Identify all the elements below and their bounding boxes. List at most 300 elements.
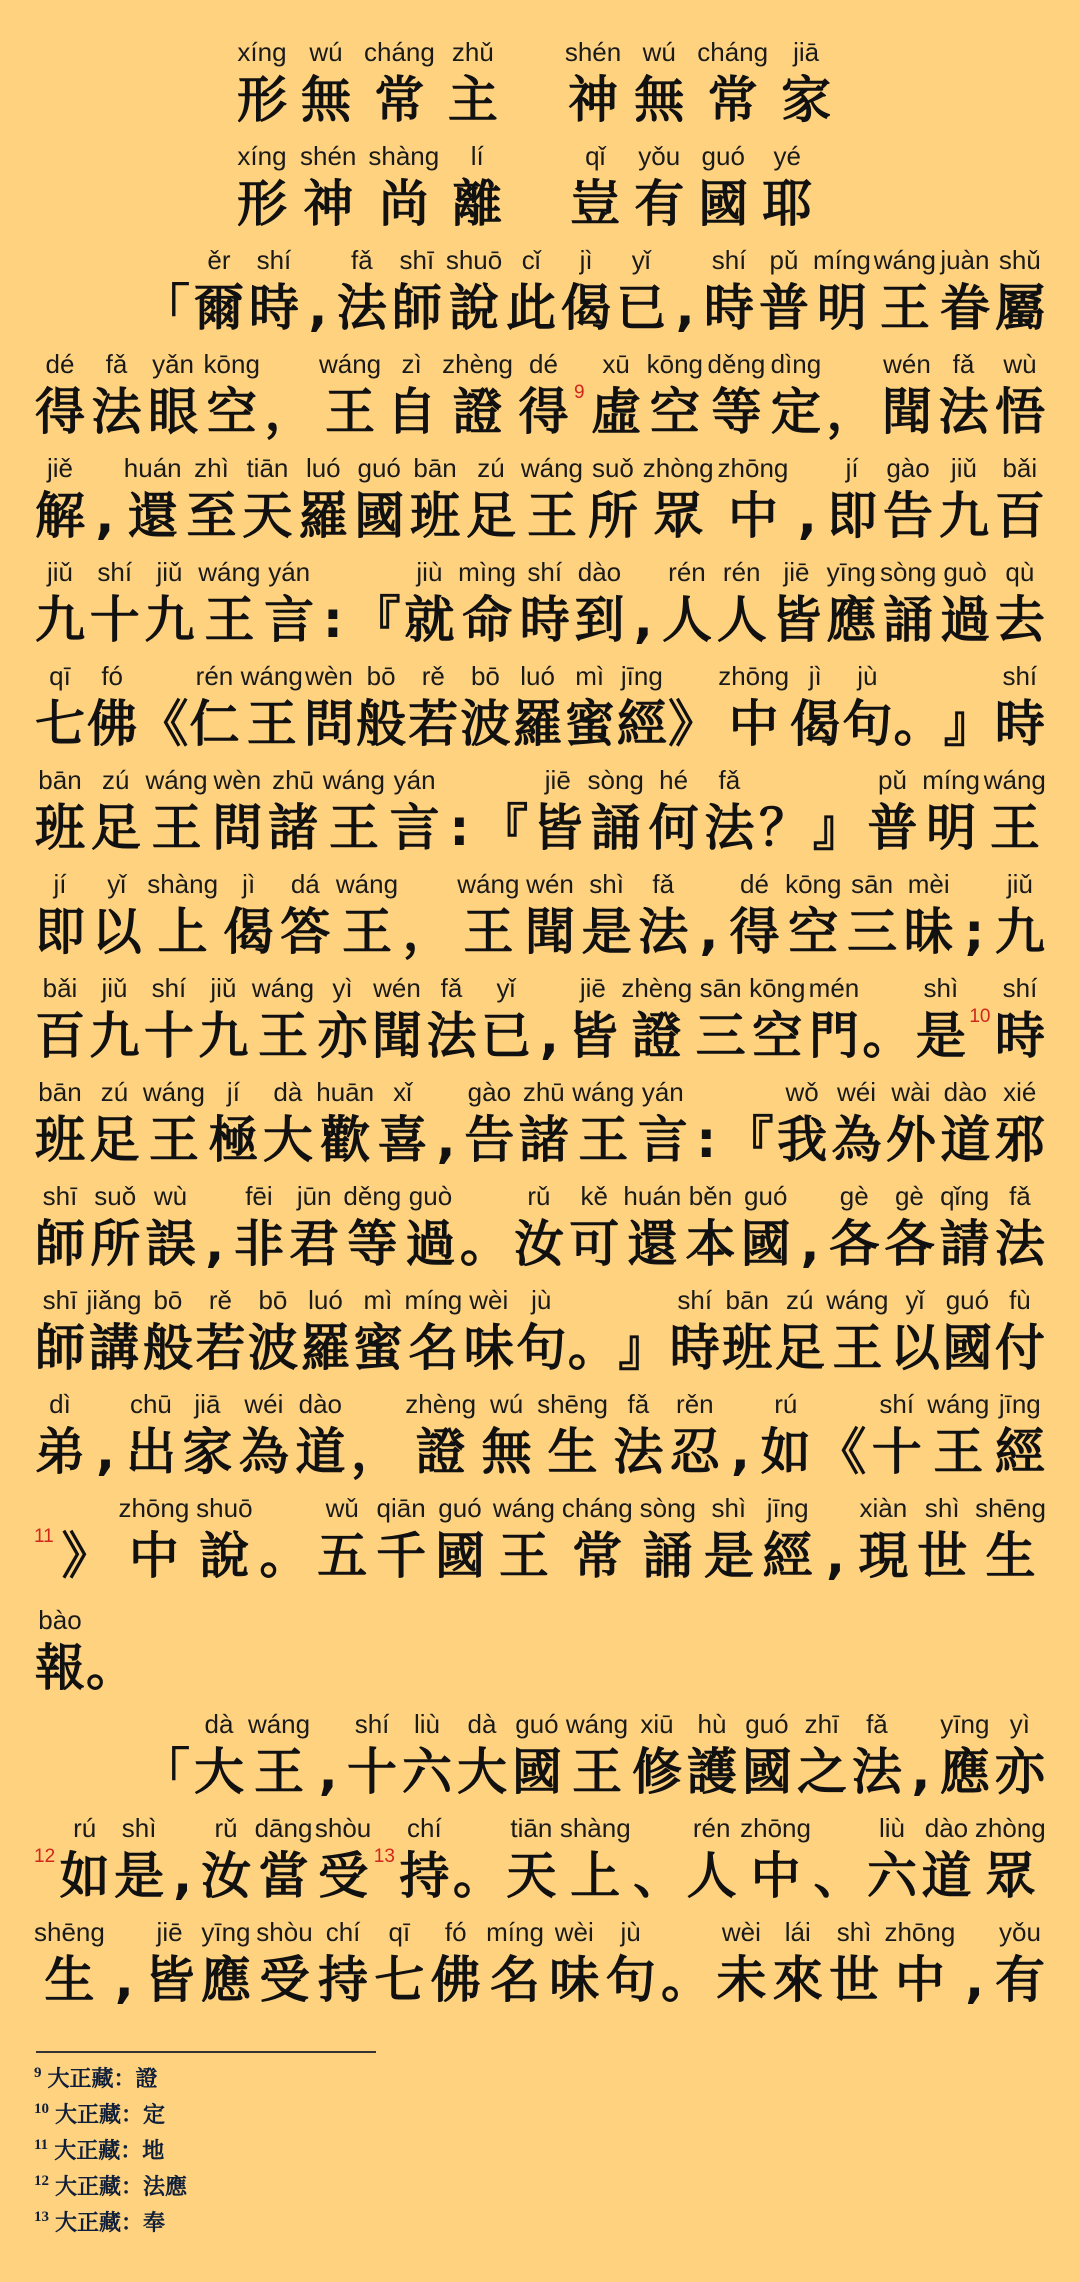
pinyin: zú — [786, 1285, 814, 1315]
pinyin: wù — [1003, 349, 1037, 379]
hanzi: 國 — [942, 1319, 993, 1377]
hanzi: 生 — [985, 1527, 1036, 1585]
text-line — [0, 660, 1046, 756]
punctuation — [724, 1076, 774, 1172]
ruby-character — [118, 1492, 189, 1588]
footnote-marker[interactable]: 12 — [34, 1846, 56, 1867]
pinyin: jì — [808, 661, 822, 691]
hanzi: 皆 — [144, 1951, 195, 2009]
ruby-character — [740, 1180, 792, 1276]
text-line — [0, 1076, 1046, 1172]
pinyin: míng — [922, 765, 981, 795]
ruby-character — [770, 348, 822, 444]
hanzi: 大 — [193, 1743, 244, 1801]
ruby-character — [355, 660, 407, 756]
pinyin: shòu — [314, 1813, 372, 1843]
hanzi: 外 — [885, 1111, 936, 1169]
pinyin: shí — [527, 557, 563, 587]
footnote-marker[interactable]: 10 — [969, 1006, 991, 1027]
pinyin: zhōng — [118, 1493, 190, 1523]
text-line — [0, 1916, 1046, 2012]
ruby-character — [669, 1388, 721, 1484]
footnote — [34, 2134, 164, 2165]
ruby-character — [615, 244, 667, 340]
hanzi: 』 — [943, 695, 994, 753]
hanzi: 可 — [569, 1215, 620, 1273]
punctuation — [303, 244, 333, 340]
ruby-character — [88, 1076, 140, 1172]
hanzi: 已 — [480, 1007, 531, 1065]
ruby-character — [939, 1076, 991, 1172]
ruby-character — [633, 140, 685, 236]
ruby-character — [524, 868, 576, 964]
ruby-character — [279, 868, 331, 964]
footnote-number: 10 — [34, 2101, 49, 2117]
hanzi: 七 — [374, 1951, 425, 2009]
pinyin: dà — [204, 1709, 234, 1739]
hanzi: 去 — [994, 591, 1045, 649]
pinyin: guó — [945, 1285, 990, 1315]
hanzi: 誦 — [642, 1527, 693, 1585]
pinyin: jí — [53, 869, 67, 899]
punctuation — [959, 868, 989, 964]
ruby-character — [616, 660, 668, 756]
hanzi: 句 — [842, 695, 893, 753]
pinyin: shí — [677, 1285, 713, 1315]
punctuation — [633, 1812, 683, 1908]
pinyin: shǔ — [998, 245, 1041, 275]
ruby-character — [565, 36, 621, 132]
pinyin: qī — [49, 661, 71, 691]
ruby-character — [621, 972, 692, 1068]
hanzi: ， — [350, 1423, 401, 1481]
hanzi: 空 — [649, 383, 700, 441]
ruby-character — [590, 348, 642, 444]
ruby-character — [262, 1076, 314, 1172]
ruby-character — [386, 348, 438, 444]
hanzi: 國 — [511, 1743, 562, 1801]
ruby-character — [760, 1388, 812, 1484]
ruby-character — [631, 1708, 683, 1804]
hanzi: 至 — [186, 487, 237, 545]
hanzi: 三 — [847, 903, 898, 961]
hanzi: 是 — [114, 1847, 165, 1905]
hanzi: 證 — [452, 383, 503, 441]
ruby-character — [91, 348, 143, 444]
hanzi: 聞 — [371, 1007, 422, 1065]
pinyin: chí — [325, 1917, 361, 1947]
punctuation — [168, 1812, 198, 1908]
ruby-character — [758, 244, 810, 340]
hanzi: 中 — [727, 487, 778, 545]
hanzi: 告 — [464, 1111, 515, 1169]
punctuation — [792, 452, 822, 548]
hanzi: 無 — [634, 71, 685, 129]
hanzi: 之 — [796, 1743, 847, 1801]
ruby-character — [519, 556, 571, 652]
ruby-character — [903, 868, 955, 964]
hanzi: 王 — [933, 1423, 984, 1481]
hanzi: 各 — [829, 1215, 880, 1273]
pinyin: jù — [531, 1285, 552, 1315]
pinyin: jiǔ — [156, 557, 183, 587]
ruby-character — [826, 1284, 888, 1380]
hanzi: 皆 — [567, 1007, 618, 1065]
hanzi: 付 — [994, 1319, 1045, 1377]
hanzi: 受 — [318, 1847, 369, 1905]
pinyin: dào — [924, 1813, 969, 1843]
hanzi: 普 — [759, 279, 810, 337]
pinyin: shì — [923, 973, 959, 1003]
ruby-character — [566, 1708, 628, 1804]
pinyin: zhèng — [405, 1389, 477, 1419]
hanzi: 還 — [127, 487, 178, 545]
ruby-character — [364, 36, 435, 132]
ruby-character — [389, 764, 441, 860]
pinyin: shuō — [445, 245, 503, 275]
ruby-character — [303, 660, 355, 756]
ruby-character — [776, 1076, 828, 1172]
ruby-character — [248, 244, 300, 340]
hanzi: : — [449, 799, 470, 857]
hanzi: 味 — [463, 1319, 514, 1377]
ruby-character — [256, 1916, 312, 2012]
pinyin: rě — [208, 1285, 232, 1315]
ruby-character — [846, 868, 898, 964]
ruby-character — [451, 140, 503, 236]
ruby-character — [939, 244, 991, 340]
hanzi: 》 — [668, 695, 719, 753]
ruby-character — [994, 556, 1046, 652]
text-line — [0, 764, 1046, 860]
hanzi: 《 — [138, 695, 189, 753]
hanzi: 九 — [35, 591, 85, 649]
pinyin: sòng — [587, 765, 644, 795]
text-line — [0, 452, 1046, 548]
hanzi: 問 — [303, 695, 354, 753]
pinyin: guó — [701, 141, 745, 171]
hanzi: , — [308, 279, 328, 337]
pinyin: fǎ — [652, 869, 675, 899]
hanzi: , — [911, 1743, 931, 1801]
pinyin: huán — [123, 453, 182, 483]
ruby-character — [196, 1492, 252, 1588]
pinyin: wáng — [520, 453, 584, 483]
ruby-character — [197, 972, 249, 1068]
hanzi: 十 — [89, 591, 140, 649]
hanzi: 法 — [994, 1215, 1045, 1273]
footnote-marker[interactable]: 11 — [34, 1526, 54, 1547]
ruby-character — [780, 36, 832, 132]
hanzi: 悟 — [994, 383, 1045, 441]
pinyin: fó — [101, 661, 123, 691]
ruby-character — [204, 348, 260, 444]
hanzi: 護 — [687, 1743, 737, 1801]
hanzi: 時 — [669, 1319, 720, 1377]
pinyin: jiā — [194, 1389, 221, 1419]
hanzi: 離 — [452, 175, 503, 233]
pinyin: wáng — [318, 349, 382, 379]
ruby-character — [564, 660, 616, 756]
ruby-character — [880, 556, 936, 652]
pinyin: gè — [894, 1181, 924, 1211]
pinyin: yì — [332, 973, 353, 1003]
pinyin: jīng — [766, 1493, 809, 1523]
hanzi: 九 — [89, 1007, 140, 1065]
ruby-character — [920, 1812, 972, 1908]
pinyin: gè — [839, 1181, 869, 1211]
ruby-character — [34, 452, 86, 548]
pinyin: wáng — [572, 1077, 635, 1107]
hanzi: 應 — [200, 1951, 251, 2009]
ruby-character — [994, 972, 1046, 1068]
footnote-marker[interactable]: 9 — [574, 382, 585, 403]
pinyin: dà — [273, 1077, 303, 1107]
ruby-character — [404, 1284, 462, 1380]
ruby-character — [236, 36, 288, 132]
ruby-character — [721, 1284, 773, 1380]
pinyin: zhòng — [642, 453, 714, 483]
pinyin: bǎi — [42, 973, 78, 1003]
pinyin: wài — [891, 1077, 931, 1107]
hanzi: 句 — [516, 1319, 567, 1377]
hanzi: 王 — [328, 799, 379, 857]
hanzi: 人 — [716, 591, 767, 649]
pinyin: bǎi — [1002, 453, 1038, 483]
ruby-character — [34, 660, 86, 756]
pinyin: wèi — [554, 1917, 594, 1947]
pinyin: bō — [153, 1285, 183, 1315]
ruby-character — [994, 1076, 1046, 1172]
hanzi: 大 — [456, 1743, 507, 1801]
pinyin: rén — [692, 1813, 731, 1843]
hanzi: 眼 — [148, 383, 199, 441]
hanzi: 波 — [247, 1319, 298, 1377]
pinyin: qǐng — [940, 1181, 990, 1211]
hanzi: 。 — [452, 1847, 503, 1905]
hanzi: 波 — [460, 695, 511, 753]
pinyin: jiǔ — [210, 973, 237, 1003]
ruby-character — [391, 244, 443, 340]
ruby-character — [147, 348, 199, 444]
pinyin: guó — [745, 1709, 789, 1739]
ruby-character — [633, 36, 685, 132]
hanzi: 等 — [347, 1215, 398, 1273]
footnote-marker[interactable]: 13 — [373, 1846, 395, 1867]
ruby-character — [994, 1916, 1046, 2012]
pinyin: shí — [151, 973, 187, 1003]
hanzi: 王 — [989, 799, 1040, 857]
ruby-character — [346, 1708, 398, 1804]
ruby-character — [89, 1180, 141, 1276]
pinyin: shén — [564, 37, 622, 67]
pinyin: shì — [711, 1493, 747, 1523]
ruby-character — [194, 1284, 246, 1380]
ruby-character — [238, 1388, 290, 1484]
ruby-character — [193, 1708, 245, 1804]
ruby-character — [866, 1812, 918, 1908]
punctuation — [351, 1388, 401, 1484]
ruby-character — [34, 1916, 105, 2012]
pinyin: mén — [808, 973, 860, 1003]
hanzi: 時 — [994, 695, 1045, 753]
hanzi: 道 — [295, 1423, 346, 1481]
hanzi: 定 — [770, 383, 821, 441]
hanzi: 王 — [254, 1743, 305, 1801]
ruby-character — [697, 140, 749, 236]
pinyin: jīng — [998, 1389, 1041, 1419]
pinyin: kōng — [785, 869, 842, 899]
hanzi: 般 — [142, 1319, 193, 1377]
pinyin: jiǔ — [950, 453, 977, 483]
ruby-character — [300, 36, 352, 132]
hanzi: 爾 — [193, 279, 244, 337]
hanzi: 皆 — [771, 591, 822, 649]
hanzi: 未 — [716, 1951, 767, 2009]
ruby-character — [941, 1284, 993, 1380]
hanzi: 中 — [750, 1847, 801, 1905]
footnote-number: 9 — [34, 2065, 42, 2081]
footnote — [34, 2098, 165, 2129]
hanzi: 百 — [994, 487, 1045, 545]
pinyin: rě — [421, 661, 445, 691]
hanzi: , — [826, 1527, 846, 1585]
pinyin: bān — [413, 453, 457, 483]
ruby-character — [612, 1388, 664, 1484]
ruby-character — [409, 452, 461, 548]
hanzi: 經 — [994, 1423, 1045, 1481]
pinyin: wáng — [145, 765, 208, 795]
ruby-character — [34, 1076, 86, 1172]
hanzi: 足 — [89, 1111, 140, 1169]
pinyin: fǎ — [351, 245, 373, 275]
punctuation — [906, 1708, 936, 1804]
pinyin: wáng — [927, 1389, 990, 1419]
hanzi: 王 — [341, 903, 392, 961]
ruby-character — [762, 1492, 814, 1588]
pinyin: shàng — [368, 141, 440, 171]
ruby-character — [708, 348, 766, 444]
ruby-character — [569, 140, 621, 236]
pinyin: wáng — [826, 1285, 889, 1315]
hanzi: 家 — [781, 71, 832, 129]
ruby-character — [144, 1180, 196, 1276]
hanzi: 有 — [995, 1951, 1045, 2009]
pinyin: xiū — [640, 1709, 674, 1739]
ruby-character — [143, 972, 195, 1068]
footnote-text: 大正藏：法應 — [55, 2174, 188, 2200]
ruby-character — [317, 972, 369, 1068]
ruby-character — [317, 1916, 369, 2012]
pinyin: zhèng — [621, 973, 693, 1003]
hanzi: 人 — [686, 1847, 737, 1905]
ruby-character — [143, 1076, 205, 1172]
hanzi: 聞 — [525, 903, 576, 961]
ruby-character — [697, 36, 768, 132]
ruby-character — [299, 1284, 351, 1380]
ruby-character — [513, 1180, 565, 1276]
pinyin: shì — [121, 1813, 157, 1843]
hanzi: 足 — [465, 487, 516, 545]
hanzi: , — [730, 1423, 750, 1481]
hanzi: 皆 — [532, 799, 583, 857]
hanzi: 眾 — [653, 487, 704, 545]
punctuation — [894, 660, 944, 756]
hanzi: 足 — [90, 799, 141, 857]
ruby-character — [404, 1180, 456, 1276]
hanzi: 豈 — [570, 175, 621, 233]
ruby-character — [198, 556, 260, 652]
ruby-character — [994, 452, 1046, 548]
hanzi: 九 — [938, 487, 989, 545]
ruby-character — [761, 140, 813, 236]
ruby-character — [323, 764, 385, 860]
punctuation — [960, 1916, 990, 2012]
hanzi: 亦 — [994, 1743, 1045, 1801]
pinyin: dào — [943, 1077, 988, 1107]
punctuation — [140, 1708, 190, 1804]
ruby-character — [34, 1604, 86, 1700]
hanzi: 、 — [633, 1847, 684, 1905]
ruby-character — [200, 1812, 252, 1908]
hanzi: 常 — [572, 1527, 623, 1585]
punctuation — [661, 1916, 711, 2012]
hanzi: 』 — [618, 1319, 669, 1377]
ruby-character — [568, 1180, 620, 1276]
phrase-gap — [515, 140, 557, 236]
punctuation — [109, 1916, 139, 2012]
ruby-character — [186, 452, 238, 548]
hanzi: 言 — [637, 1111, 688, 1169]
hanzi: 就 — [404, 591, 455, 649]
ruby-character — [521, 452, 583, 548]
hanzi: 修 — [632, 1743, 683, 1801]
pinyin: rěn — [676, 1389, 714, 1419]
pinyin: kě — [580, 1181, 608, 1211]
pinyin: kōng — [203, 349, 260, 379]
ruby-character — [403, 556, 455, 652]
pinyin: wén — [883, 349, 931, 379]
hanzi: 誦 — [590, 799, 641, 857]
hanzi: 王 — [463, 903, 514, 961]
ruby-character — [882, 452, 934, 548]
hanzi: 門 — [808, 1007, 859, 1065]
hanzi: 經 — [616, 695, 667, 753]
pinyin: wén — [526, 869, 574, 899]
pinyin: cǐ — [521, 245, 541, 275]
pinyin: shí — [879, 1389, 915, 1419]
text-line — [0, 972, 1046, 1068]
ruby-character — [772, 1916, 824, 2012]
hanzi: 何 — [648, 799, 699, 857]
pinyin: jù — [857, 661, 878, 691]
pinyin: guó — [515, 1709, 559, 1739]
pinyin: wèn — [305, 661, 353, 691]
ruby-character — [405, 1388, 476, 1484]
hanzi: 名 — [490, 1951, 541, 2009]
hanzi: 以 — [889, 1319, 940, 1377]
footnote-number: 11 — [34, 2137, 49, 2153]
pinyin: sān — [699, 973, 742, 1003]
ruby-character — [89, 556, 141, 652]
hanzi: 即 — [827, 487, 878, 545]
hanzi: 無 — [481, 1423, 532, 1481]
pinyin: guó — [744, 1181, 788, 1211]
hanzi: 法 — [638, 903, 689, 961]
ruby-character — [463, 1076, 515, 1172]
ruby-character — [796, 1708, 848, 1804]
text-line — [0, 868, 1046, 964]
